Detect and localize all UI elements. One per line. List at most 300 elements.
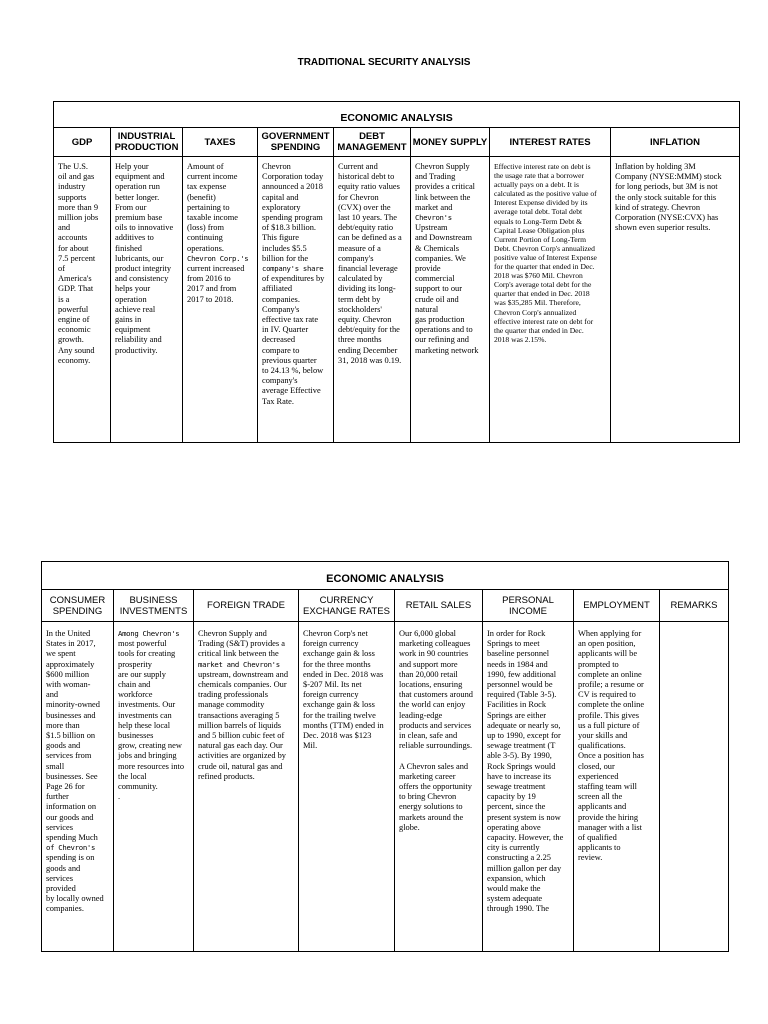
cell-text-line: of <box>58 264 65 274</box>
column-header: INDUSTRIAL PRODUCTION <box>111 128 183 157</box>
cell-text-line: growth. <box>58 335 84 345</box>
column-header: PERSONAL INCOME <box>483 590 574 622</box>
retail-sales-cell <box>395 622 483 952</box>
cell-text-line: continuing <box>187 233 223 243</box>
cell-text-line: accounts <box>58 233 88 243</box>
cell-text-line: reliability and <box>115 335 162 345</box>
cell-text-line: helps your <box>115 284 151 294</box>
cell-text-line: Amount of <box>187 162 224 171</box>
cell-text-line: oils to innovative <box>115 223 174 233</box>
cell-text-line: taxable income <box>187 213 238 223</box>
cell-text-line: up to 1990, except for <box>487 731 561 741</box>
inflation-cell <box>611 157 740 443</box>
consumer-spending-cell <box>42 622 114 952</box>
cell-text-line: operating above <box>487 822 541 832</box>
cell-text-line: (CVX) over the <box>338 202 391 212</box>
cell-text-line: Chevron Supply and <box>198 629 267 638</box>
cell-text-line: your skills and <box>578 731 628 741</box>
business-investments-cell <box>114 622 194 952</box>
cell-text-line: Our 6,000 global <box>399 629 456 638</box>
cell-text-line: million jobs <box>58 213 99 223</box>
cell-text-line: 2017 and from <box>187 284 237 294</box>
cell-text-line: review. <box>578 853 603 863</box>
cell-text-line: dividing its long- <box>338 284 396 294</box>
cell-text-line: A Chevron sales and <box>399 761 469 771</box>
cell-text-line: transactions averaging 5 <box>198 710 280 720</box>
cell-text-line: trading professionals <box>198 690 269 700</box>
cell-text-line: spending is on <box>46 853 95 863</box>
column-header: FOREIGN TRADE <box>194 590 299 622</box>
cell-text-line: products and services <box>399 720 472 730</box>
cell-text-line: provide <box>415 264 441 274</box>
cell-text-line: lubricants, our <box>115 253 164 263</box>
cell-text-line: stockholders' <box>338 304 382 314</box>
cell-text-line: company's <box>338 253 374 263</box>
taxes-cell <box>183 157 258 443</box>
cell-text-line: provided <box>46 884 76 894</box>
cell-text-line: The U.S. <box>58 162 89 171</box>
cell-text-line: investments can <box>118 710 172 720</box>
cell-text-line: kind of strategy. Chevron <box>615 202 701 212</box>
cell-text-line: chain and <box>118 680 151 690</box>
cell-text-line: Current and <box>338 162 378 171</box>
cell-text-line: (loss) from <box>187 223 224 233</box>
cell-text-line: critical link between the <box>198 649 279 659</box>
cell-text-line: have to increase its <box>487 771 551 781</box>
cell-text-line: from 2016 to <box>187 274 231 284</box>
cell-text-line: achieve real <box>115 304 156 314</box>
cell-text-line: in IV. Quarter <box>262 325 309 335</box>
cell-text-line: qualifications. <box>578 741 626 751</box>
cell-text-line: locations, ensuring <box>399 680 463 690</box>
cell-text-line: services <box>46 822 73 832</box>
cell-text-line: and <box>58 223 71 233</box>
cell-text-line: system adequate <box>487 894 543 904</box>
cell-text-line: of qualified <box>578 833 617 843</box>
cell-text-line: prompted to <box>578 659 619 669</box>
cell-text-line: Debt. Chevron Corp's annualized <box>494 243 595 253</box>
cell-text-line: of Chevron's <box>46 843 96 853</box>
cell-text-line: and Downstream <box>415 233 472 243</box>
cell-text-line: From our <box>115 202 147 212</box>
cell-text-line: ending December <box>338 345 398 355</box>
cell-text-line: & Chemicals <box>415 243 459 253</box>
cell-text-line: Chevron Supply <box>415 162 470 171</box>
cell-text-line: spending program <box>262 213 323 223</box>
cell-text-line: previous quarter <box>262 355 317 365</box>
cell-text-line: commercial <box>415 274 455 284</box>
cell-text-line: Corp's average total debt for the <box>494 280 592 290</box>
cell-text-line: capacity. However, the <box>487 833 564 843</box>
cell-text-line: globe. <box>399 822 420 832</box>
cell-text-line: profile; a resume or <box>578 680 644 690</box>
cell-text-line: provide the hiring <box>578 812 639 822</box>
cell-text-line: services from <box>46 751 92 761</box>
cell-text-line: screen all the <box>578 792 623 802</box>
cell-text-line: 2017 to 2018. <box>187 294 234 304</box>
cell-text-line: required (Table 3-5). <box>487 690 557 700</box>
cell-text-line: oil and gas <box>58 172 95 182</box>
cell-text-line: and 5 billion cubic feet of <box>198 731 285 741</box>
cell-text-line: ended in Dec. 2018 was <box>303 669 384 679</box>
cell-text-line: upstream, downstream and <box>198 669 289 679</box>
column-header: GDP <box>54 128 111 157</box>
cell-text-line: present system is now <box>487 812 561 822</box>
cell-text-line: economy. <box>58 355 91 365</box>
cell-text-line: Trading (S&T) provides a <box>198 639 285 649</box>
cell-text-line: calculated as the positive value of <box>494 189 597 199</box>
cell-text-line: to bring Chevron <box>399 792 457 802</box>
cell-text-line: more than <box>46 720 80 730</box>
cell-text-line: historical debt to <box>338 172 395 182</box>
cell-text-line: exploratory <box>262 202 301 212</box>
cell-text-line: staffing team will <box>578 782 637 792</box>
cell-text-line: quarter that ended in Dec. 2018 <box>494 289 590 299</box>
cell-text-line: capital and <box>262 192 299 202</box>
cell-text-line: profile. This gives <box>578 710 640 720</box>
cell-text-line: America's <box>58 274 92 284</box>
cell-text-line: was $35,285 Mil. Therefore, <box>494 298 581 308</box>
cell-text-line: 31, 2018 was 0.19. <box>338 355 402 365</box>
cell-text-line: exchange gain & loss <box>303 700 375 710</box>
header-row <box>54 128 740 157</box>
cell-text-line: by locally owned <box>46 894 104 904</box>
cell-text-line: approximately <box>46 659 95 669</box>
column-header: MONEY SUPPLY <box>411 128 490 157</box>
cell-text-line: for long periods, but 3M is not <box>615 182 718 192</box>
cell-text-line: companies. <box>262 294 300 304</box>
cell-text-line: is a <box>58 294 70 304</box>
cell-text-line: powerful <box>58 304 89 314</box>
cell-text-line: equals to Long-Term Debt & <box>494 216 583 226</box>
cell-text-line: calculated by <box>338 274 383 284</box>
cell-text-line: marketing career <box>399 771 456 781</box>
cell-text-line: million gallon per day <box>487 863 562 873</box>
cell-text-line: Inflation by holding 3M <box>615 162 696 171</box>
cell-text-line: current income <box>187 172 238 182</box>
cell-text-line: natural <box>415 304 439 314</box>
cell-text-line: equipment and <box>115 172 165 182</box>
cell-text-line: closed, our <box>578 761 615 771</box>
cell-text-line: experienced <box>578 771 619 781</box>
cell-text-line: more than 9 <box>58 202 99 212</box>
cell-text-line: to 24.13 %, below <box>262 366 324 376</box>
column-header: EMPLOYMENT <box>574 590 660 622</box>
cell-text-line: Chevron's <box>415 213 452 223</box>
cell-text-line: months (TTM) ended in <box>303 720 384 730</box>
cell-text-line: applicants and <box>578 802 627 812</box>
cell-text-line: Once a position has <box>578 751 644 761</box>
cell-text-line: refined products. <box>198 771 255 781</box>
cell-text-line: marketing colleagues <box>399 639 471 649</box>
personal-income-cell <box>483 622 574 952</box>
cell-text-line: of $18.3 billion. <box>262 223 316 233</box>
body-row <box>54 157 740 443</box>
cell-text-line: businesses and <box>46 710 96 720</box>
cell-text-line: grow, creating new <box>118 741 182 751</box>
cell-text-line: decreased <box>262 335 296 345</box>
cell-text-line: for Chevron <box>338 192 379 202</box>
cell-text-line: three months <box>338 335 382 345</box>
cell-text-line: workforce <box>118 690 153 700</box>
cell-text-line: industry <box>58 182 86 192</box>
cell-text-line: When applying for <box>578 629 642 638</box>
header-row <box>42 590 729 622</box>
cell-text-line: businesses <box>118 731 154 741</box>
cell-text-line: sewage treatment (T <box>487 741 556 751</box>
cell-text-line: small <box>46 761 65 771</box>
cell-text-line: prosperity <box>118 659 152 669</box>
cell-text-line: equity. Chevron <box>338 315 392 325</box>
cell-text-line: Interest Expense divided by its <box>494 198 588 208</box>
cell-text-line: operations and to <box>415 325 473 335</box>
cell-text-line: sewage treatment <box>487 782 546 792</box>
cell-text-line: companies. <box>46 904 84 914</box>
foreign-trade-cell <box>194 622 299 952</box>
money-supply-cell <box>411 157 490 443</box>
cell-text-line: effective tax rate <box>262 315 319 325</box>
cell-text-line: CV is required to <box>578 690 636 700</box>
cell-text-line: in clean, safe and <box>399 731 458 741</box>
cell-text-line: markets around the <box>399 812 464 822</box>
cell-text-line: Upstream <box>415 223 448 233</box>
cell-text-line: better longer. <box>115 192 160 202</box>
cell-text-line: Mil. <box>303 741 318 751</box>
cell-text-line: Page 26 for <box>46 782 85 792</box>
cell-text-line: businesses. See <box>46 771 98 781</box>
cell-text-line: an open position, <box>578 639 636 649</box>
cell-text-line: personnel would be <box>487 680 553 690</box>
cell-text-line: exchange gain & loss <box>303 649 375 659</box>
cell-text-line: gains in <box>115 315 142 325</box>
cell-text-line: us a full picture of <box>578 720 640 730</box>
economic-analysis-table-2 <box>41 561 729 952</box>
cell-text-line: help these local <box>118 720 171 730</box>
cell-text-line: would make the <box>487 884 541 894</box>
cell-text-line: Effective interest rate on debt is <box>494 162 591 171</box>
cell-text-line: for the trailing twelve <box>303 710 376 720</box>
column-header: TAXES <box>183 128 258 157</box>
cell-text-line: positive value of Interest Expense <box>494 252 597 262</box>
cell-text-line: 2018 was 2.15%. <box>494 334 547 344</box>
cell-text-line: can be defined as a <box>338 233 402 243</box>
cell-text-line: supports <box>58 192 87 202</box>
cell-text-line: more resources into <box>118 761 185 771</box>
cell-text-line: Capital Lease Obligation plus <box>494 225 585 235</box>
cell-text-line: percent, since the <box>487 802 546 812</box>
cell-text-line: able 3-5). By 1990, <box>487 751 552 761</box>
currency-exchange-rates-cell <box>299 622 395 952</box>
cell-text-line: manager with a list <box>578 822 642 832</box>
cell-text-line: tools for creating <box>118 649 176 659</box>
cell-text-line: financial leverage <box>338 264 398 274</box>
cell-text-line: community. <box>118 782 158 792</box>
cell-text-line: offers the opportunity <box>399 782 472 792</box>
cell-text-line: . <box>118 792 121 802</box>
cell-text-line: Company's <box>262 304 300 314</box>
cell-text-line: announced a 2018 <box>262 182 323 192</box>
cell-text-line: Tax Rate. <box>262 396 294 406</box>
cell-text-line: the quarter that ended in Dec. <box>494 325 584 335</box>
cell-text-line: Any sound <box>58 345 95 355</box>
economic-analysis-table-1 <box>53 101 740 443</box>
cell-text-line: actually pays on a debt. It is <box>494 180 579 190</box>
cell-text-line: needs in 1984 and <box>487 659 548 669</box>
cell-text-line: foreign currency <box>303 690 359 700</box>
cell-text-line: work in 90 countries <box>399 649 469 659</box>
cell-text-line: In the United <box>46 629 91 638</box>
cell-text-line: market and Chevron's <box>198 659 280 669</box>
cell-text-line: for the quarter that ended in Dec. <box>494 262 595 272</box>
cell-text-line: chemicals companies. Our <box>198 680 287 690</box>
cell-text-line: services <box>46 873 73 883</box>
cell-text-line: Chevron Corp's net <box>303 629 368 638</box>
cell-text-line: for the three months <box>303 659 371 669</box>
cell-text-line: Springs to meet <box>487 639 540 649</box>
cell-text-line: Help your <box>115 162 149 171</box>
cell-text-line: Current Portion of Long-Term <box>494 234 587 244</box>
body-row <box>42 622 729 952</box>
cell-text-line: crude oil and <box>415 294 459 304</box>
cell-text-line: provides a critical <box>415 182 475 192</box>
cell-text-line: goods and <box>46 741 81 751</box>
cell-text-line: capacity by 19 <box>487 792 536 802</box>
cell-text-line: reliable surroundings. <box>399 741 473 751</box>
cell-text-line: compare to <box>262 345 300 355</box>
cell-text-line: applicants will be <box>578 649 638 659</box>
cell-text-line: 7.5 percent <box>58 253 96 263</box>
cell-text-line: investments. Our <box>118 700 176 710</box>
column-header: BUSINESS INVESTMENTS <box>114 590 194 622</box>
column-header: CONSUMER SPENDING <box>42 590 114 622</box>
cell-text-line: Chevron Corp's annualized <box>494 307 577 317</box>
cell-text-line: manage commodity <box>198 700 265 710</box>
cell-text-line: we spent <box>46 649 76 659</box>
industrial-production-cell <box>111 157 183 443</box>
cell-text-line: operation run <box>115 182 160 192</box>
cell-text-line: companies. We <box>415 253 466 263</box>
cell-text-line: Dec. 2018 was $123 <box>303 731 372 741</box>
cell-text-line: million barrels of liquids <box>198 720 282 730</box>
cell-text-line: crude oil, natural gas and <box>198 761 283 771</box>
cell-text-line: tax expense <box>187 182 227 192</box>
cell-text-line: debt/equity for the <box>338 325 400 335</box>
cell-text-line: information on <box>46 802 97 812</box>
column-header: DEBT MANAGEMENT <box>334 128 411 157</box>
cell-text-line: complete an online <box>578 669 642 679</box>
column-header: INFLATION <box>611 128 740 157</box>
cell-text-line: and consistency <box>115 274 169 284</box>
cell-text-line: with woman- <box>46 680 91 690</box>
cell-text-line: product integrity <box>115 264 172 274</box>
cell-text-line: constructing a 2.25 <box>487 853 551 863</box>
cell-text-line: foreign currency <box>303 639 359 649</box>
cell-text-line: company's <box>262 376 298 386</box>
cell-text-line: effective interest rate on debt for <box>494 316 594 326</box>
document-title: TRADITIONAL SECURITY ANALYSIS <box>297 57 471 68</box>
cell-text-line: of expenditures by <box>262 274 325 284</box>
cell-text-line: average total debt. Total debt <box>494 207 583 217</box>
cell-text-line: through 1990. The <box>487 904 549 914</box>
cell-text-line: billion for the <box>262 253 309 263</box>
cell-text-line: $600 million <box>46 669 90 679</box>
remarks-cell <box>660 622 729 952</box>
cell-text-line: adequate or nearly so, <box>487 720 561 730</box>
cell-text-line: company's share <box>262 264 324 274</box>
cell-text-line: Springs are either <box>487 710 547 720</box>
cell-text-line: (benefit) <box>187 192 216 202</box>
column-header: GOVERNMENT SPENDING <box>258 128 334 157</box>
cell-text-line: finished <box>115 243 142 253</box>
cell-text-line: Corporation today <box>262 172 324 182</box>
column-header: CURRENCY EXCHANGE RATES <box>299 590 395 622</box>
column-header: REMARKS <box>660 590 729 622</box>
cell-text-line: baseline personnel <box>487 649 550 659</box>
cell-text-line: Chevron <box>262 162 291 171</box>
cell-text-line: term debt by <box>338 294 381 304</box>
cell-text-line: most powerful <box>118 639 167 649</box>
cell-text-line: and Trading <box>415 172 456 182</box>
cell-text-line: spending Much <box>46 833 98 843</box>
cell-text-line: pertaining to <box>187 202 230 212</box>
cell-text-line: further <box>46 792 69 802</box>
cell-text-line <box>399 751 479 761</box>
cell-text-line: are our supply <box>118 669 166 679</box>
employment-cell <box>574 622 660 952</box>
cell-text-line: natural gas each day. Our <box>198 741 283 751</box>
cell-text-line: Corporation (NYSE:CVX) has <box>615 213 719 223</box>
cell-text-line: the world can enjoy <box>399 700 466 710</box>
government-spending-cell <box>258 157 334 443</box>
cell-text-line: Chevron Corp.'s <box>187 253 249 263</box>
cell-text-line: gas production <box>415 315 465 325</box>
cell-text-line: activities are organized by <box>198 751 286 761</box>
cell-text-line: Among Chevron's <box>118 629 180 638</box>
cell-text-line: affiliated <box>262 284 293 294</box>
cell-text-line: support to our <box>415 284 462 294</box>
cell-text-line: goods and <box>46 863 81 873</box>
interest-rates-cell <box>490 157 611 443</box>
cell-text-line: productivity. <box>115 345 158 355</box>
cell-text-line: market and <box>415 202 453 212</box>
cell-text-line: for about <box>58 243 89 253</box>
gdp-cell <box>54 157 111 443</box>
cell-text-line: current increased <box>187 264 245 274</box>
debt-management-cell <box>334 157 411 443</box>
cell-text-line: our refining and <box>415 335 469 345</box>
cell-text-line: States in 2017, <box>46 639 96 649</box>
cell-text-line: the local <box>118 771 147 781</box>
cell-text-line: premium base <box>115 213 163 223</box>
cell-text-line: Rock Springs would <box>487 761 556 771</box>
cell-text-line: leading-edge <box>399 710 443 720</box>
cell-text-line: expansion, which <box>487 873 546 883</box>
cell-text-line: average Effective <box>262 386 321 396</box>
cell-text-line: Company (NYSE:MMM) stock <box>615 172 722 182</box>
cell-text-line: Facilities in Rock <box>487 700 547 710</box>
cell-text-line: equity ratio values <box>338 182 400 192</box>
cell-text-line: and <box>46 690 59 700</box>
cell-text-line: our goods and <box>46 812 94 822</box>
cell-text-line: energy solutions to <box>399 802 463 812</box>
cell-text-line: link between the <box>415 192 471 202</box>
column-header: INTEREST RATES <box>490 128 611 157</box>
cell-text-line: engine of <box>58 315 90 325</box>
cell-text-line: 2018 was $760 Mil. Chevron <box>494 271 583 281</box>
cell-text-line: equipment <box>115 325 151 335</box>
cell-text-line: city is currently <box>487 843 540 853</box>
cell-text-line: additives to <box>115 233 154 243</box>
